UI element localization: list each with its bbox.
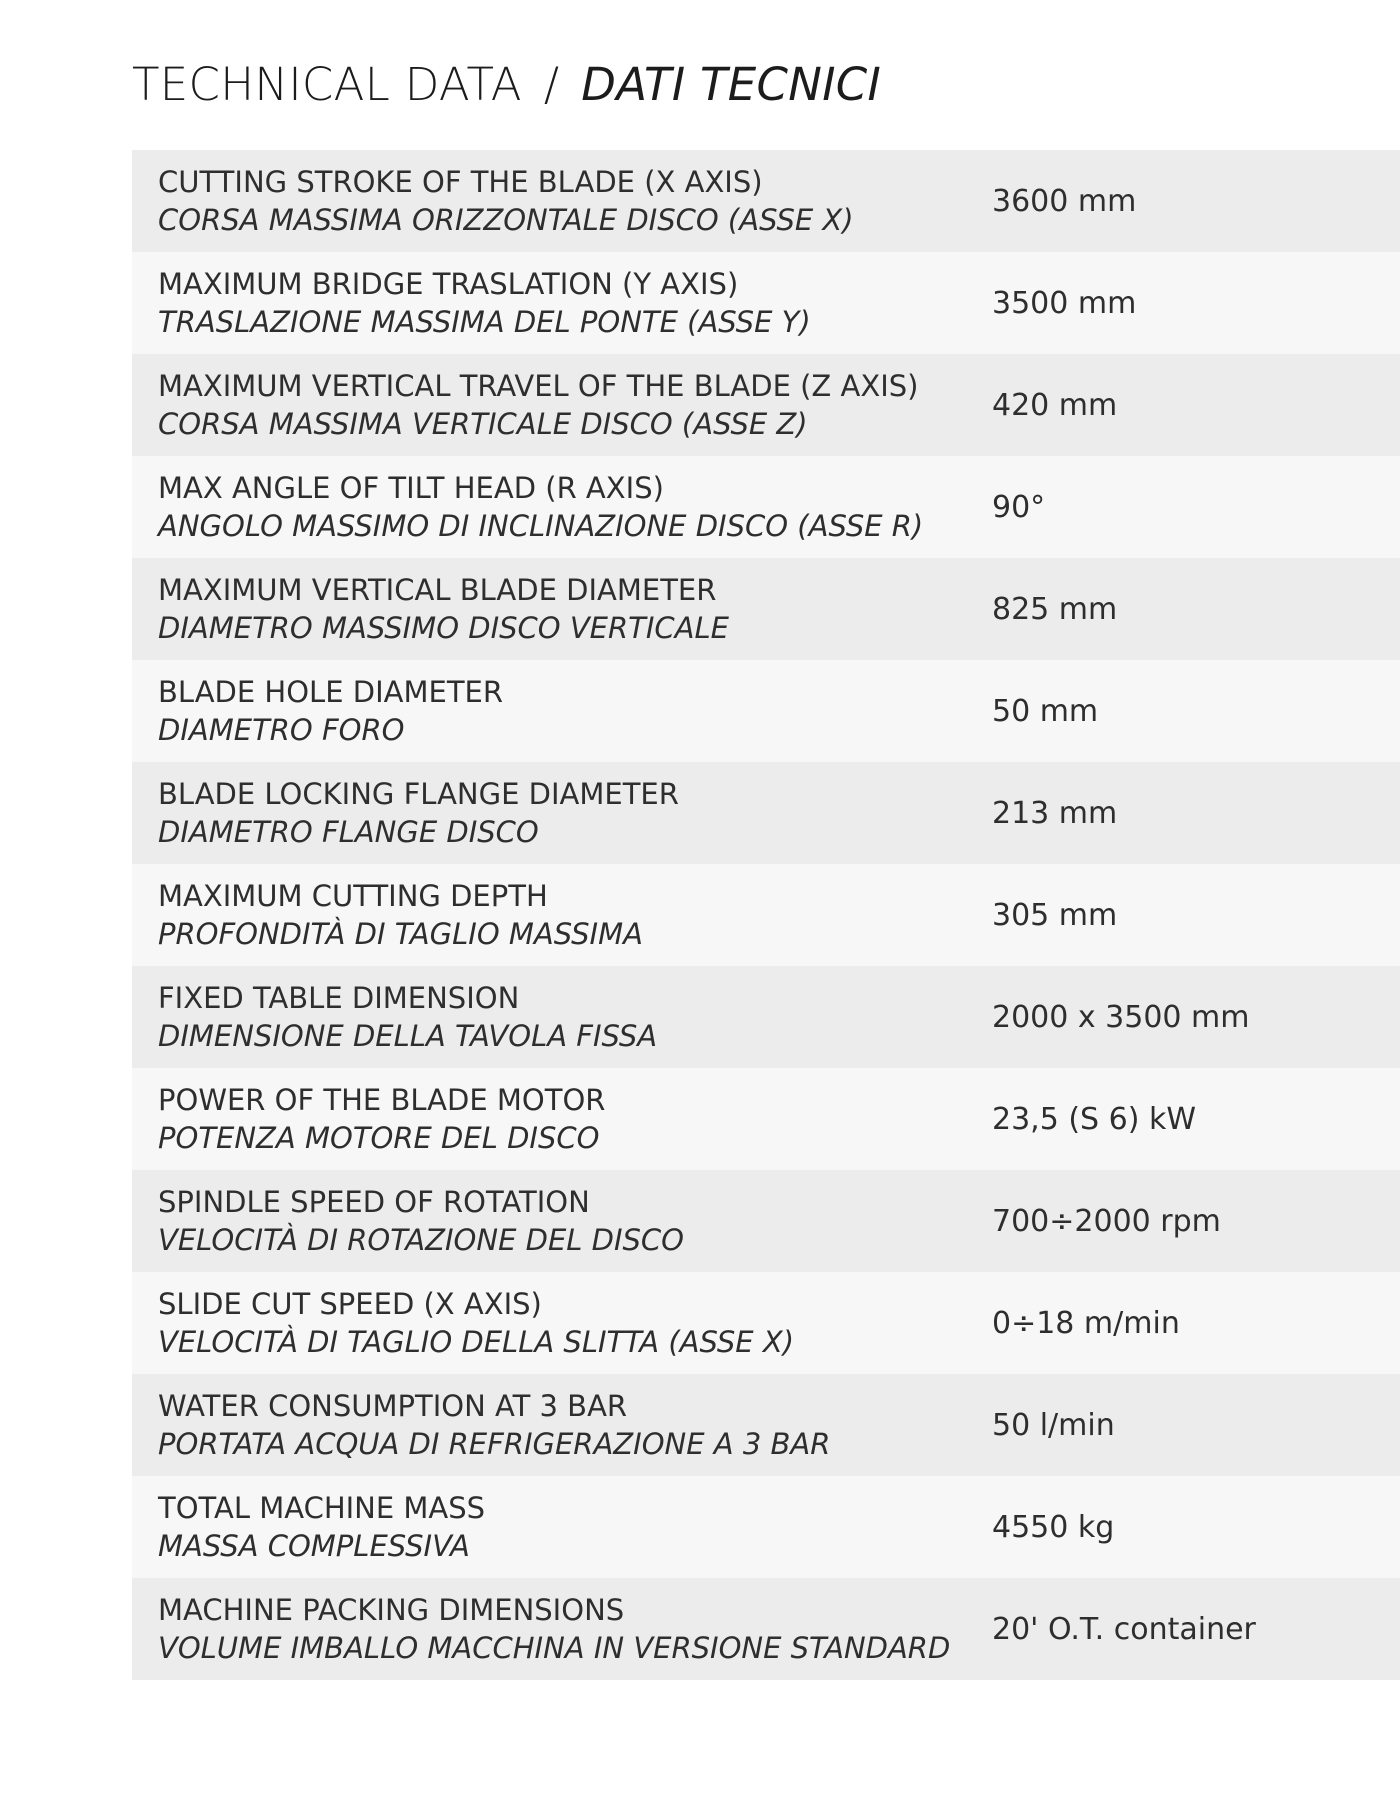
spec-label-italian: CORSA MASSIMA VERTICALE DISCO (ASSE Z) <box>158 407 808 441</box>
spec-label-english: FIXED TABLE DIMENSION <box>158 981 520 1015</box>
spec-row <box>132 1476 1400 1578</box>
spec-value: 50 mm <box>992 693 1099 729</box>
title-separator: / <box>543 58 560 111</box>
spec-value: 420 mm <box>992 387 1118 423</box>
spec-value: 213 mm <box>992 795 1118 831</box>
spec-label-english: MAXIMUM VERTICAL TRAVEL OF THE BLADE (Z AXIS) <box>158 369 919 403</box>
spec-label <box>132 1081 992 1157</box>
spec-label <box>132 265 992 341</box>
spec-label <box>132 163 992 239</box>
spec-label <box>132 1387 992 1463</box>
technical-data-table <box>132 150 1400 1680</box>
spec-value: 700÷2000 rpm <box>992 1203 1221 1239</box>
spec-row <box>132 150 1400 252</box>
spec-row <box>132 1272 1400 1374</box>
spec-label-english: CUTTING STROKE OF THE BLADE (X AXIS) <box>158 165 763 199</box>
spec-label-italian: POTENZA MOTORE DEL DISCO <box>158 1121 600 1155</box>
spec-label-english: POWER OF THE BLADE MOTOR <box>158 1083 606 1117</box>
page-title <box>132 58 881 111</box>
spec-label-english: SPINDLE SPEED OF ROTATION <box>158 1185 590 1219</box>
spec-value: 0÷18 m/min <box>992 1305 1180 1341</box>
spec-label <box>132 1489 992 1565</box>
spec-label <box>132 979 992 1055</box>
spec-label-english: SLIDE CUT SPEED (X AXIS) <box>158 1287 542 1321</box>
spec-row <box>132 864 1400 966</box>
spec-label-english: MAXIMUM CUTTING DEPTH <box>158 879 548 913</box>
spec-value: 2000 x 3500 mm <box>992 999 1250 1035</box>
spec-value: 23,5 (S 6) kW <box>992 1101 1196 1137</box>
spec-label-italian: DIAMETRO FORO <box>158 713 405 747</box>
spec-row <box>132 252 1400 354</box>
spec-label <box>132 367 992 443</box>
spec-row <box>132 354 1400 456</box>
spec-label <box>132 775 992 851</box>
spec-value: 4550 kg <box>992 1509 1115 1545</box>
spec-label <box>132 469 992 545</box>
spec-row <box>132 1170 1400 1272</box>
spec-label-italian: VELOCITÀ DI ROTAZIONE DEL DISCO <box>158 1223 685 1257</box>
spec-row <box>132 966 1400 1068</box>
spec-label-english: TOTAL MACHINE MASS <box>158 1491 486 1525</box>
spec-label-italian: VOLUME IMBALLO MACCHINA IN VERSIONE STANDARD <box>158 1631 951 1665</box>
spec-label-italian: CORSA MASSIMA ORIZZONTALE DISCO (ASSE X) <box>158 203 854 237</box>
spec-value: 20' O.T. container <box>992 1611 1256 1647</box>
spec-label <box>132 1591 992 1667</box>
spec-label-english: WATER CONSUMPTION AT 3 BAR <box>158 1389 628 1423</box>
spec-label <box>132 673 992 749</box>
spec-label <box>132 877 992 953</box>
spec-label-italian: TRASLAZIONE MASSIMA DEL PONTE (ASSE Y) <box>158 305 811 339</box>
spec-value: 825 mm <box>992 591 1118 627</box>
spec-label-italian: DIMENSIONE DELLA TAVOLA FISSA <box>158 1019 658 1053</box>
spec-row <box>132 1374 1400 1476</box>
spec-label-italian: DIAMETRO MASSIMO DISCO VERTICALE <box>158 611 729 645</box>
spec-value: 3500 mm <box>992 285 1137 321</box>
spec-value: 305 mm <box>992 897 1118 933</box>
spec-row <box>132 558 1400 660</box>
spec-label-italian: MASSA COMPLESSIVA <box>158 1529 470 1563</box>
spec-row <box>132 762 1400 864</box>
spec-label-italian: PORTATA ACQUA DI REFRIGERAZIONE A 3 BAR <box>158 1427 831 1461</box>
spec-label-italian: VELOCITÀ DI TAGLIO DELLA SLITTA (ASSE X) <box>158 1325 795 1359</box>
spec-label-english: MAXIMUM VERTICAL BLADE DIAMETER <box>158 573 717 607</box>
spec-value: 50 l/min <box>992 1407 1115 1443</box>
spec-row <box>132 1068 1400 1170</box>
spec-label-english: MAX ANGLE OF TILT HEAD (R AXIS) <box>158 471 664 505</box>
spec-row <box>132 660 1400 762</box>
spec-label-english: BLADE HOLE DIAMETER <box>158 675 504 709</box>
spec-label-italian: ANGOLO MASSIMO DI INCLINAZIONE DISCO (ASSE R) <box>158 509 924 543</box>
spec-row <box>132 1578 1400 1680</box>
title-english: TECHNICAL DATA <box>132 58 522 111</box>
spec-label-english: BLADE LOCKING FLANGE DIAMETER <box>158 777 679 811</box>
spec-label-english: MACHINE PACKING DIMENSIONS <box>158 1593 625 1627</box>
spec-label <box>132 1285 992 1361</box>
spec-label-italian: DIAMETRO FLANGE DISCO <box>158 815 539 849</box>
spec-label-english: MAXIMUM BRIDGE TRASLATION (Y AXIS) <box>158 267 739 301</box>
spec-row <box>132 456 1400 558</box>
spec-value: 3600 mm <box>992 183 1137 219</box>
spec-value: 90° <box>992 489 1046 525</box>
title-italian: DATI TECNICI <box>581 58 882 111</box>
spec-label-italian: PROFONDITÀ DI TAGLIO MASSIMA <box>158 917 643 951</box>
spec-label <box>132 1183 992 1259</box>
spec-label <box>132 571 992 647</box>
